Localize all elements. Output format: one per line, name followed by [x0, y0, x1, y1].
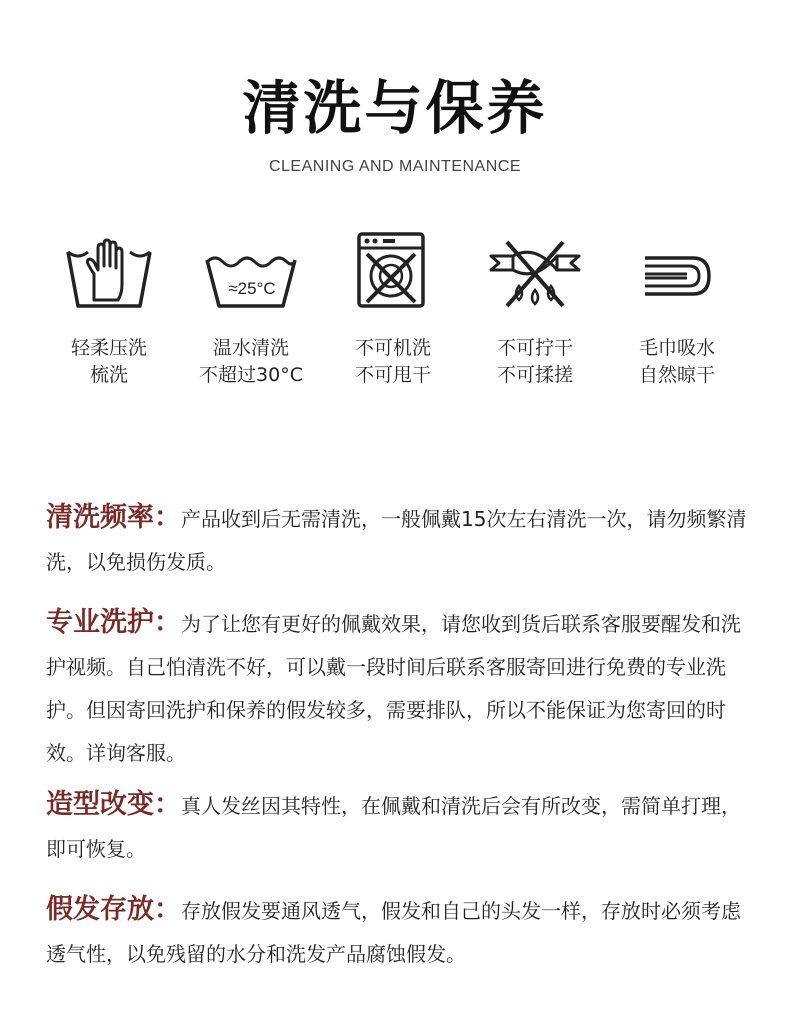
care-item-hand-wash — [38, 230, 180, 389]
care-item-warm-water — [180, 230, 322, 389]
hand-wash-icon — [64, 230, 154, 310]
section-heading: 造型改变： — [46, 789, 181, 820]
no-wring-icon — [485, 230, 585, 310]
section-body: 真人发丝因其特性，在佩戴和清洗后会有所改变，需简单打理，即可恢复。 — [46, 794, 741, 861]
care-label: 温水清洗 不超过30°C — [199, 337, 303, 386]
section-professional-care — [46, 601, 756, 775]
section-style-change — [46, 783, 756, 871]
no-machine-wash-icon — [353, 230, 433, 310]
section-storage — [46, 888, 756, 976]
care-item-towel-dry — [606, 230, 748, 389]
care-label: 不可拧干 不可揉搓 — [496, 337, 573, 386]
temperature-text: ≈25°C — [228, 279, 276, 298]
section-heading: 专业洗护： — [46, 607, 181, 638]
towel-dry-icon — [637, 230, 717, 310]
care-label: 轻柔压洗 梳洗 — [70, 337, 147, 386]
care-icons-row — [38, 230, 748, 400]
section-body: 产品收到后无需清洗，一般佩戴15次左右清洗一次，请勿频繁清洗，以免损伤发质。 — [46, 507, 747, 574]
care-label: 不可机洗 不可甩干 — [354, 337, 431, 386]
section-body: 为了让您有更好的佩戴效果，请您收到货后联系客服要醒发和洗护视频。自己怕清洗不好，可以戴一段时间后联系客服寄回进行免费的专业洗护。但因寄回洗护和保养的假发较多，需要排队，所以不能保证为您寄回的时效。详询客服。 — [46, 612, 741, 765]
section-heading: 清洗频率： — [46, 502, 181, 533]
section-body: 存放假发要通风透气，假发和自己的头发一样，存放时必须考虑透气性，以免残留的水分和洗发产品腐蚀假发。 — [46, 899, 741, 966]
warm-water-icon — [203, 230, 299, 310]
page-subtitle: CLEANING AND MAINTENANCE — [268, 158, 522, 175]
page-title: 清洗与保养 — [242, 74, 548, 142]
care-item-no-machine-wash — [322, 230, 464, 389]
section-heading: 假发存放： — [46, 894, 181, 925]
section-wash-frequency — [46, 496, 756, 584]
care-label: 毛巾吸水 自然晾干 — [638, 337, 715, 386]
care-item-no-wring — [464, 230, 606, 389]
